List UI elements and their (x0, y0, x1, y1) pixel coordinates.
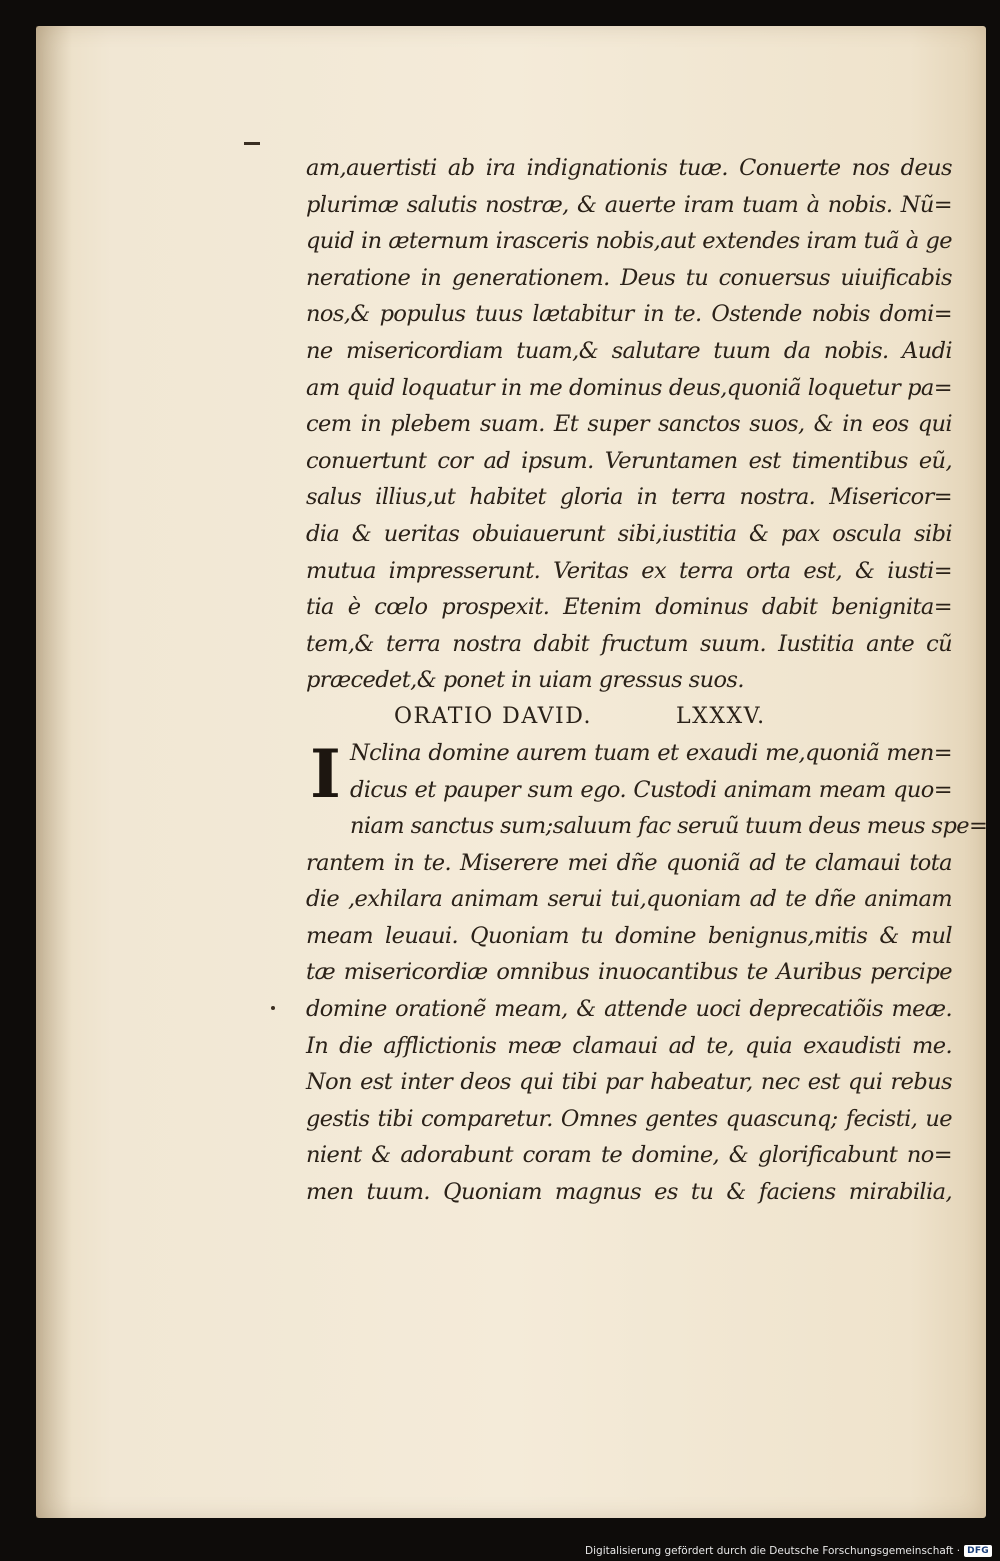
text-line: nient & adorabunt coram te domine, & glorificabunt no= (306, 1142, 952, 1169)
heading-number: LXXXV. (676, 703, 766, 729)
dfg-logo: DFG (964, 1545, 992, 1557)
text-line: tem,& terra nostra dabit fructum suum. Iustitia ante cũ (306, 630, 952, 657)
psalm-heading (306, 699, 952, 735)
margin-dot (271, 1006, 275, 1010)
text-line: In die afflictionis meæ clamaui ad te, quia exaudisti me. (306, 1032, 952, 1059)
text-line: Non est inter deos qui tibi par habeatur, nec est qui rebus (306, 1069, 952, 1096)
margin-mark (244, 142, 260, 145)
text-line: Nclina domine aurem tuam et exaudi me,quoniã men= (350, 739, 952, 766)
text-line: præcedet,& ponet in uiam gressus suos. (306, 667, 744, 694)
page-gutter-shadow (36, 26, 72, 1518)
text-line: nos,& populus tuus lætabitur in te. Ostende nobis domi= (306, 301, 952, 328)
text-lines-top (306, 150, 952, 699)
heading-title: ORATIO DAVID. (394, 703, 593, 729)
text-line: salus illius,ut habitet gloria in terra nostra. Misericor= (306, 484, 952, 511)
text-line: tia è cœlo prospexit. Etenim dominus dabit benignita= (306, 594, 952, 621)
text-line: plurimæ salutis nostræ, & auerte iram tuam à nobis. Nũ= (306, 191, 952, 218)
footer-text: Digitalisierung gefördert durch die Deutsche Forschungsgemeinschaft · (585, 1545, 961, 1557)
text-lines-bottom (306, 845, 952, 1211)
digitization-footer (585, 1545, 992, 1557)
text-line: domine orationẽ meam, & attende uoci deprecatiõis meæ. (306, 996, 952, 1023)
text-line: dicus et pauper sum ego. Custodi animam meam quo= (350, 776, 952, 803)
text-line: meam leuaui. Quoniam tu domine benignus,mitis & mul (306, 922, 952, 949)
drop-cap-paragraph (306, 734, 988, 845)
text-line: die ,exhilara animam serui tui,quoniam ad te dñe animam (306, 886, 952, 913)
text-line: tæ misericordiæ omnibus inuocantibus te Auribus percipe (306, 959, 952, 986)
text-line: rantem in te. Miserere mei dñe quoniã ad te clamaui tota (306, 849, 952, 876)
text-line: ne misericordiam tuam,& salutare tuum da nobis. Audi (306, 337, 952, 364)
drop-cap-initial: I (310, 734, 341, 813)
text-line: conuertunt cor ad ipsum. Veruntamen est timentibus eũ, (306, 447, 952, 474)
text-line: men tuum. Quoniam magnus es tu & faciens mirabilia, (306, 1179, 952, 1206)
text-line: gestis tibi comparetur. Omnes gentes quascunq; fecisti, ue (306, 1105, 952, 1132)
text-line: neratione in generationem. Deus tu conuersus uiuificabis (306, 264, 952, 291)
text-line: cem in plebem suam. Et super sanctos suos, & in eos qui (306, 411, 952, 438)
text-line: quid in æternum irasceris nobis,aut extendes iram tuã à ge (306, 228, 952, 255)
text-line: am,auertisti ab ira indignationis tuæ. Conuerte nos deus (306, 155, 952, 181)
text-line: am quid loquatur in me dominus deus,quoniã loquetur pa= (306, 374, 952, 401)
text-line: niam sanctus sum;saluum fac seruũ tuum deus meus spe= (350, 813, 988, 840)
text-line: dia & ueritas obuiauerunt sibi,iustitia & pax oscula sibi (306, 520, 952, 547)
psalm-text (306, 150, 988, 1211)
text-line: mutua impresserunt. Veritas ex terra orta est, & iusti= (306, 557, 952, 584)
